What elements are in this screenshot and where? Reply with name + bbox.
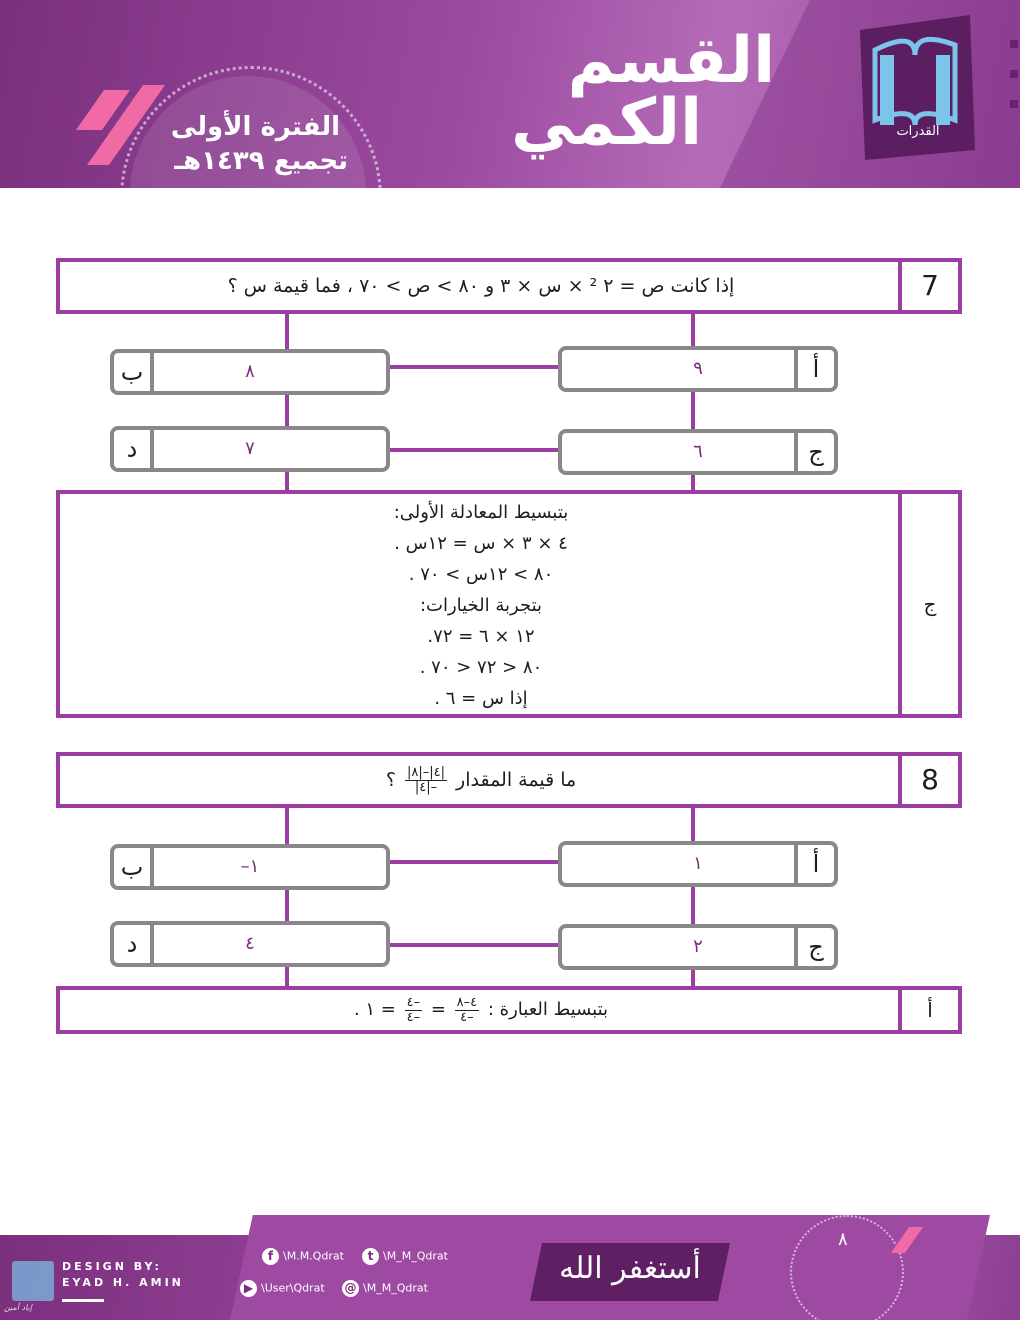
- page-header: [0, 0, 1020, 190]
- solution-line: بتجربة الخيارات:: [419, 595, 543, 616]
- collection-label: تجميع ١٤٣٩هـ: [174, 146, 348, 176]
- solution-fraction: [455, 996, 479, 1025]
- question-number: 7: [921, 269, 939, 302]
- solution-prefix: بتبسيط العبارة :: [487, 999, 609, 1020]
- option-label: ج: [794, 433, 834, 471]
- designer-credit: [62, 1259, 184, 1291]
- option-label: ج: [794, 928, 834, 966]
- period-label: الفترة الأولى: [170, 112, 340, 142]
- solution-line: ٤ × ٣ × س = ١٢س .: [394, 533, 568, 554]
- option-value: ٨: [245, 361, 255, 382]
- fraction: [405, 766, 447, 795]
- solution-line: بتبسيط المعادلة الأولى:: [393, 502, 569, 523]
- logo-text: القدرات: [896, 124, 940, 139]
- connector: [388, 860, 560, 864]
- option-label: ب: [114, 353, 154, 391]
- question-number: 8: [921, 763, 939, 796]
- question-text: إذا كانت ص = ٢ ² × س × ٣ و ٨٠ > ص > ٧٠ ، فما قيمة س ؟: [227, 275, 735, 297]
- answer-letter: ج: [923, 592, 937, 616]
- option-a[interactable]: [558, 346, 838, 392]
- page-number: ٨: [838, 1229, 848, 1250]
- option-value: ٧: [245, 438, 255, 459]
- solution-line: إذا س = ٦ .: [434, 688, 528, 709]
- solution-line: ٨٠ > ١٢س > ٧٠ .: [408, 564, 554, 585]
- youtube-link[interactable]: [240, 1280, 325, 1297]
- option-b[interactable]: [110, 844, 390, 890]
- option-b[interactable]: [110, 349, 390, 395]
- decor-square: [1010, 100, 1018, 108]
- twitter-icon: t: [362, 1248, 379, 1265]
- option-value: ٩: [693, 358, 703, 379]
- solution-suffix: = ١ .: [353, 999, 396, 1020]
- facebook-link[interactable]: [262, 1248, 344, 1265]
- option-value: ١: [693, 853, 703, 874]
- youtube-icon: ▶: [240, 1280, 257, 1297]
- facebook-icon: f: [262, 1248, 279, 1265]
- option-label: د: [114, 925, 154, 963]
- decor-square: [1010, 40, 1018, 48]
- facebook-handle: \M.M.Qdrat: [283, 1249, 344, 1263]
- decor-square: [1010, 70, 1018, 78]
- connector: [388, 943, 560, 947]
- option-value: ٢: [693, 936, 703, 957]
- fraction-denominator: –|٤|: [414, 780, 438, 795]
- solution-line: ١٢ × ٦ = ٧٢.: [427, 626, 535, 647]
- at-sign-icon: @: [342, 1280, 359, 1297]
- option-label: د: [114, 430, 154, 468]
- fraction-denominator: –٤: [460, 1009, 474, 1025]
- page-footer: [0, 1215, 1020, 1320]
- signature: إياد أمين: [4, 1303, 33, 1312]
- question-text-after: ؟: [385, 769, 396, 791]
- option-label: ب: [114, 848, 154, 886]
- book-logo-icon: [850, 10, 980, 160]
- email-handle: \M_M_Qdrat: [363, 1281, 428, 1295]
- section-title-line2: الكمي: [511, 86, 702, 160]
- option-d[interactable]: [110, 921, 390, 967]
- option-a[interactable]: [558, 841, 838, 887]
- calligraphy: أستغفر الله: [559, 1251, 701, 1286]
- option-c[interactable]: [558, 924, 838, 970]
- question-text-before: ما قيمة المقدار: [456, 769, 577, 791]
- logo: [850, 10, 980, 160]
- solution-fraction: [405, 996, 422, 1025]
- option-label: أ: [794, 845, 834, 883]
- designer-name: EYAD H. AMIN: [62, 1276, 184, 1289]
- option-c[interactable]: [558, 429, 838, 475]
- fraction-numerator: –٤: [406, 994, 421, 1010]
- solution-line: ٨٠ < ٧٢ < ٧٠ .: [419, 657, 543, 678]
- answer-letter: أ: [927, 998, 933, 1022]
- solution-box: [56, 986, 962, 1034]
- connector: [388, 448, 560, 452]
- equals-sign: =: [430, 999, 446, 1020]
- design-label: DESIGN BY:: [62, 1260, 162, 1273]
- solution-text: [60, 497, 902, 714]
- option-value: ٦: [693, 441, 703, 462]
- question-box: [56, 752, 962, 808]
- option-label: أ: [794, 350, 834, 388]
- twitter-handle: \M_M_Qdrat: [383, 1249, 448, 1263]
- option-d[interactable]: [110, 426, 390, 472]
- solution-box: [56, 490, 962, 718]
- underline: [62, 1299, 104, 1302]
- option-value: –١: [240, 856, 260, 877]
- twitter-link[interactable]: [362, 1248, 448, 1265]
- fraction-numerator: ٤–٨: [456, 994, 478, 1010]
- email-link[interactable]: [342, 1280, 428, 1297]
- question-box: [56, 258, 962, 314]
- fraction-numerator: |٤|–|٨|: [406, 765, 445, 780]
- connector: [388, 365, 560, 369]
- youtube-handle: \User\Qdrat: [261, 1281, 325, 1295]
- designer-logo-icon: [12, 1261, 54, 1301]
- option-value: ٤: [245, 933, 255, 954]
- solution-text: [60, 990, 902, 1030]
- fraction-denominator: –٤: [406, 1009, 421, 1025]
- question-text: [60, 756, 902, 804]
- section-title-line1: القسم: [567, 24, 775, 98]
